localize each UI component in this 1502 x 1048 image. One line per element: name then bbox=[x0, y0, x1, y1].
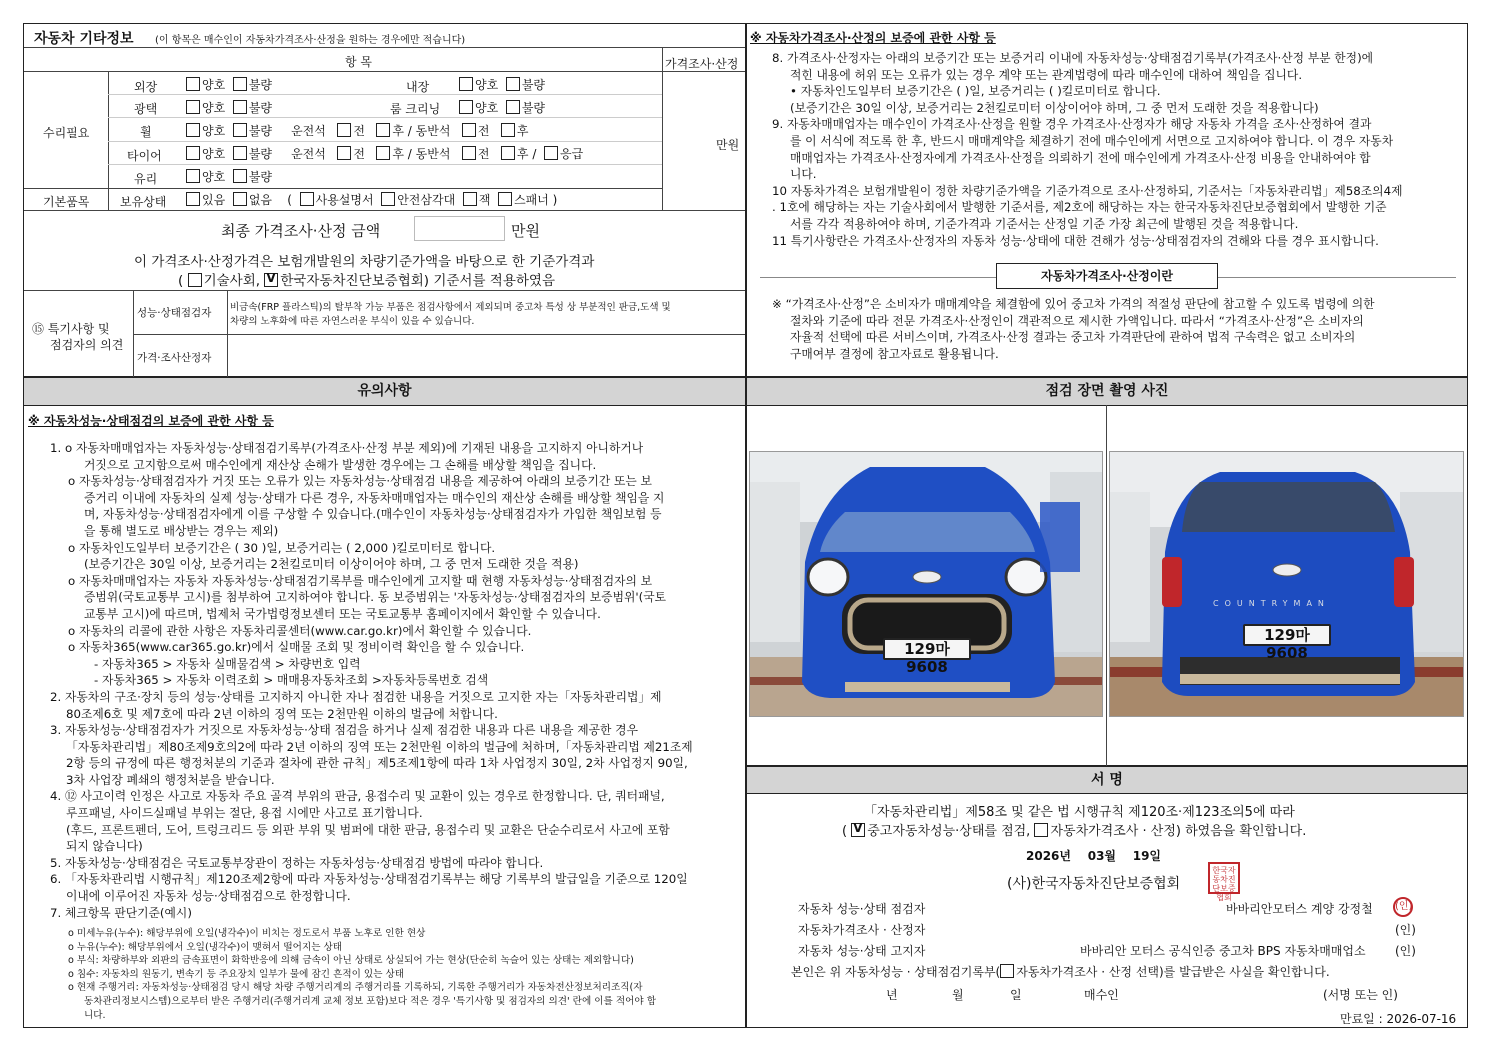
gloss-options: 양호 불량 bbox=[186, 99, 272, 116]
perf-inspector-note-2: 차량의 노후화에 따른 자연스러운 부식이 있을 수 있습니다. bbox=[230, 316, 475, 327]
notes-list: 1. o 자동차매매업자는 자동차성능·상태점검기록부(가격조사·산정 부분 제외)에 기재된 내용을 고지하지 아니하거나 거짓으로 고지함으로써 매수인에게 재산상 손해가 발생한 경우에는 그 손해를 배상할 책임을 집니다. o 자동차성능·상태점검자가 거짓 또는 오류가 있는 자동차성능·상태점검 내용을 제공하여 아래의 보증기간 또는 보 증거리 이내에 자동차의 실제 성능·상태가 다른 경우, 자동차매매업자는 매수인의 재산상 손해를 배상할 책임을 지 며, 자동차성능·상태점검자에게 이를 구상할 수 있습니다.(매수인이 자동차성능·상태점검자가 가입한 책임보험 등 을 통해 별도로 배상받는 경우는 제외) o 자동차인도일부터 보증기간은 ( 30 )일, 보증거리는 ( 2,000 )킬로미터로 합니다. (보증기간은 30일 이상, 보증거리는 2천킬로미터 이상이어야 하며, 그 중 먼저 도래한 것을 적용) o 자동차매매업자는 자동차 자동차성능·상태점검기록부를 매수인에게 고지할 때 현행 자동차성능·상태점검자의 보 증범위(국토교통부 고시)를 첨부하여 고지하여야 합니다. 동 보증범위는 '자동차성능·상태점검자의 보증범위'(국토 교통부 고시)에 따르며, 법제처 국가법령정보센터 또는 국토교통부 홈페이지에서 확인할 수 있습니다. o 자동차의 리콜에 관한 사항은 자동차리콜센터(www.car.go.kr)에서 확인할 수 있습니다. o 자동차365(www.car365.go.kr)에서 실매물 조회 및 정비이력 확인을 할 수 있습니다. - 자동차365 > 자동차 실매물검색 > 차량번호 입력 - 자동차365 > 자동차 이력조회 > 매매용자동차조회 >자동차등록번호 검색 2. 자동차의 구조·장치 등의 성능·상태를 고지하지 아니한 자나 점검한 내용을 거짓으로 고지한 자는「자동차관리법」제 80조제6호 및 제7호에 따라 2년 이하의 징역 또는 2천만원 이하의 벌금에 처합니다. 3. 자동차성능·상태점검자가 거짓으로 자동차성능·상태 점검을 하거나 실제 점검한 내용과 다른 내용을 제공한 경우 「자동차관리법」제80조제9호의2에 따라 2년 이하의 징역 또는 2천만원 이하의 벌금에 처하며,「자동차관리법 제21조제 2항 등의 규정에 따른 행정처분의 기준과 절차에 관한 규칙」제5조제1항에 따라 1차 사업정지 30일, 2차 사업정지 90일, 3차 사업장 폐쇄의 행정처분을 받습니다. 4. ⑫ 사고이력 인정은 사고로 자동차 주요 골격 부위의 판금, 용접수리 및 교환이 있는 경우로 한정합니다. 단, 쿼터패널, 루프패널, 사이드실패널 부위는 절단, 용접 시에만 사고로 표기합니다. (후드, 프론트펜더, 도어, 트렁크리드 등 외판 부위 및 범퍼에 대한 판금, 용접수리 및 교환은 단순수리로서 사고에 포함 되지 않습니다) 5. 자동차성능·상태점검은 국토교통부장관이 정하는 자동차성능·상태점검 방법에 따라야 합니다. 6. 「자동차관리법 시행규칙」제120조제2항에 따라 자동차성능·상태점검기록부는 해당 기록부의 발급일을 기준으로 120일 이내에 이루어진 자동차 성능·상태점검으로 한정합니다. 7. 체크항목 판단기준(예시) bbox=[50, 441, 693, 920]
signature-header: 서 명 bbox=[746, 766, 1468, 794]
inspector-value: 바바리안모터스 계양 강정철 bbox=[1226, 902, 1373, 916]
spanner-checkbox[interactable] bbox=[498, 192, 512, 206]
wheel-good-checkbox[interactable] bbox=[186, 123, 200, 137]
col-item-header: 항 목 bbox=[345, 55, 372, 69]
wheel-options: 양호 불량 운전석 전 후 / 동반석 전 후 bbox=[186, 122, 529, 139]
special-notes-label-2: 점검자의 의견 bbox=[50, 338, 124, 352]
final-amount-field[interactable] bbox=[414, 216, 505, 241]
assessor-seal: (인) bbox=[1395, 923, 1416, 937]
vehicle-other-info-note: (이 항목은 매수인이 자동차가격조사·산정을 원하는 경우에만 적습니다) bbox=[155, 35, 466, 46]
wheel-passenger-front-checkbox[interactable] bbox=[462, 123, 476, 137]
notifier-label: 자동차 성능·상태 고지자 bbox=[798, 944, 926, 958]
tire-driver-front-checkbox[interactable] bbox=[337, 146, 351, 160]
row-label-room-clean: 룸 크리닝 bbox=[390, 102, 441, 116]
front-license-plate: 129마 9608 bbox=[883, 638, 971, 660]
row-label-tire: 타이어 bbox=[127, 149, 162, 163]
interior-bad-checkbox[interactable] bbox=[506, 77, 520, 91]
gloss-bad-checkbox[interactable] bbox=[233, 100, 247, 114]
glass-bad-checkbox[interactable] bbox=[233, 169, 247, 183]
hold-none-checkbox[interactable] bbox=[233, 192, 247, 206]
glass-good-checkbox[interactable] bbox=[186, 169, 200, 183]
wheel-bad-checkbox[interactable] bbox=[233, 123, 247, 137]
basis-line-1: 이 가격조사·산정가격은 보험개발원의 차량기준가액을 바탕으로 한 기준가격과 bbox=[134, 254, 595, 270]
tire-passenger-rear-checkbox[interactable] bbox=[501, 146, 515, 160]
interior-good-checkbox[interactable] bbox=[459, 77, 473, 91]
vehicle-other-info-title: 자동차 기타정보 bbox=[34, 31, 134, 47]
buyer-sign-field[interactable]: (서명 또는 인) bbox=[1323, 988, 1398, 1002]
hold-has-checkbox[interactable] bbox=[186, 192, 200, 206]
repair-needed-label: 수리필요 bbox=[43, 126, 90, 140]
row-label-hold-status: 보유상태 bbox=[120, 195, 167, 209]
final-amount-label: 최종 가격조사·산정 금액 bbox=[221, 222, 381, 240]
buyer-date-day: 일 bbox=[1010, 988, 1022, 1002]
col-price-header: 가격조사·산정 bbox=[665, 57, 739, 71]
manual-checkbox[interactable] bbox=[300, 192, 314, 206]
hold-status-options: 있음 없음 ( 사용설명서 안전삼각대 잭 스패너 ) bbox=[186, 191, 557, 208]
used-car-inspection-checkbox[interactable] bbox=[851, 823, 865, 837]
buyer-date-month: 월 bbox=[952, 988, 964, 1002]
notes-title: ※ 자동차성능·상태점검의 보증에 관한 사항 등 bbox=[28, 414, 274, 428]
rear-model-badge: COUNTRYMAN bbox=[1213, 599, 1330, 608]
kaia-checkbox[interactable] bbox=[264, 273, 278, 287]
buyer-price-checkbox[interactable] bbox=[1000, 964, 1014, 978]
triangle-checkbox[interactable] bbox=[381, 192, 395, 206]
price-definition-box-title: 자동차가격조사·산정이란 bbox=[996, 263, 1218, 289]
price-definition-text: ※ “가격조사·산정”은 소비자가 매매계약을 체결함에 있어 중고차 가격의 적절성 판단에 참고할 수 있도록 법령에 의한 절차와 기준에 따라 전문 가격조사·산정인이 객관적으로 제시한 가액입니다. 따라서 “가격조사·산정”은 소비자의 자율적 선택에 따른 서비스이며, 가격조사·산정 결과는 중고차 가격판단에 관하여 법적 구속력은 없고 소비자의 구매여부 결정에 참고자료로 활용됩니다. bbox=[772, 297, 1375, 361]
price-unit-label: 만원 bbox=[716, 138, 740, 152]
buyer-confirm-line: 본인은 위 자동차성능 · 상태점검기록부( 자동차가격조사 · 산정 선택)를 발급받은 사실을 확인합니다. bbox=[791, 965, 1330, 979]
final-amount-unit: 만원 bbox=[511, 222, 540, 240]
notifier-seal: (인) bbox=[1395, 944, 1416, 958]
front-car-photo bbox=[749, 451, 1103, 717]
buyer-date-year: 년 bbox=[886, 988, 898, 1002]
exterior-options: 양호 불량 bbox=[186, 76, 272, 93]
basis-line-2: ( 기술사회, V 한국자동차진단보증협회) 기준서를 적용하였음 bbox=[178, 269, 555, 289]
row-label-exterior: 외장 bbox=[134, 80, 158, 94]
tire-emergency-checkbox[interactable] bbox=[544, 146, 558, 160]
glass-options: 양호 불량 bbox=[186, 168, 272, 185]
row-label-interior: 내장 bbox=[406, 80, 430, 94]
room-clean-bad-checkbox[interactable] bbox=[506, 100, 520, 114]
exterior-good-checkbox[interactable] bbox=[186, 77, 200, 91]
interior-options: 양호 불량 bbox=[459, 76, 545, 93]
tire-driver-rear-checkbox[interactable] bbox=[376, 146, 390, 160]
tech-society-checkbox[interactable] bbox=[188, 273, 202, 287]
basic-items-label: 기본품목 bbox=[43, 195, 90, 209]
room-clean-good-checkbox[interactable] bbox=[459, 100, 473, 114]
jack-checkbox[interactable] bbox=[463, 192, 477, 206]
tire-bad-checkbox[interactable] bbox=[233, 146, 247, 160]
row-label-glass: 유리 bbox=[134, 172, 158, 186]
wheel-passenger-rear-checkbox[interactable] bbox=[501, 123, 515, 137]
tire-passenger-front-checkbox[interactable] bbox=[462, 146, 476, 160]
expiry-date: 만료일 : 2026-07-16 bbox=[1340, 1012, 1457, 1026]
exterior-bad-checkbox[interactable] bbox=[233, 77, 247, 91]
room-clean-options: 양호 불량 bbox=[459, 99, 545, 116]
org-seal-stamp: 한국자동차진단보증협회 bbox=[1208, 862, 1240, 894]
signature-date: 2026년 03월 19일 bbox=[1026, 849, 1162, 863]
buyer-label: 매수인 bbox=[1084, 988, 1119, 1002]
price-assessment-checkbox[interactable] bbox=[1034, 823, 1048, 837]
assessor-label: 자동차가격조사 · 산정자 bbox=[798, 923, 926, 937]
rear-car-photo bbox=[1109, 451, 1464, 717]
gloss-good-checkbox[interactable] bbox=[186, 100, 200, 114]
inspector-label: 자동차 성능·상태 점검자 bbox=[798, 902, 926, 916]
wheel-driver-front-checkbox[interactable] bbox=[337, 123, 351, 137]
inspector-seal: (인) bbox=[1393, 897, 1413, 917]
photos-header: 점검 장면 촬영 사진 bbox=[746, 377, 1468, 406]
wheel-driver-rear-checkbox[interactable] bbox=[376, 123, 390, 137]
row-label-gloss: 광택 bbox=[134, 102, 158, 116]
signature-org: (사)한국자동차진단보증협회 bbox=[1007, 876, 1181, 892]
price-guarantee-title: ※ 자동차가격조사·산정의 보증에 관한 사항 등 bbox=[750, 31, 996, 45]
perf-inspector-label: 성능·상태점검자 bbox=[137, 307, 212, 319]
tire-good-checkbox[interactable] bbox=[186, 146, 200, 160]
signature-confirm-line: ( V 중고자동차성능·상태를 점검, 자동차가격조사 · 산정) 하였음을 확인합니다. bbox=[842, 820, 1306, 839]
perf-inspector-note-1: 비금속(FRP 플라스틱)의 탈부착 가능 부품은 점검사항에서 제외되며 중고차 특성 상 부분적인 판금,도색 및 bbox=[230, 302, 671, 313]
notes-header: 유의사항 bbox=[23, 377, 746, 406]
criteria-list: o 미세누유(누수): 해당부위에 오일(냉각수)이 비치는 정도로서 부품 노후로 인한 현상 o 누유(누수): 해당부위에서 오일(냉각수)이 맺혀서 떨어지는 상태 o 부식: 차량하부와 외판의 금속표면이 화학반응에 의해 금속이 아닌 상태로 상실되어 가는 현상(단순히 녹슬어 있는 상태는 제외합니다) o 침수: 자동차의 원동기, 변속기 등 주요장치 일부가 물에 잠긴 흔적이 있는 상태 o 현재 주행거리: 자동차성능·상태점검 당시 해당 차량 주행거리계의 주행거리를 기록하되, 기록한 주행거리가 자동차전산정보처리조직(자 동차관리정보시스템)으로부터 받은 주행거리(주행거리계 교체 정보 포함)보다 적은 경우 '특기사항 및 점검자의 의견' 란에 이를 적어야 합 니다. bbox=[68, 928, 656, 1021]
rear-license-plate: 129마 9608 bbox=[1243, 624, 1331, 646]
row-label-wheel: 휠 bbox=[140, 125, 152, 139]
signature-law-line: 「자동차관리법」제58조 및 같은 법 시행규칙 제120조·제123조의5에 따라 bbox=[864, 805, 1295, 820]
special-notes-label-1: ⑮ 특기사항 및 bbox=[32, 322, 110, 336]
price-assessor-label: 가격·조사산정자 bbox=[137, 352, 212, 364]
notifier-value: 바바리안 모터스 공식인증 중고차 BPS 자동차매매업소 bbox=[1080, 944, 1366, 958]
tire-options: 양호 불량 운전석 전 후 / 동반석 전 후 / 응급 bbox=[186, 145, 583, 162]
price-guarantee-items: 8. 가격조사·산정자는 아래의 보증기간 또는 보증거리 이내에 자동차성능·상태점검기록부(가격조사·산정 부분 한정)에 적힌 내용에 허위 또는 오류가 있는 경우 계약 또는 관계법령에 따라 매수인에 대하여 책임을 집니다. • 자동차인도일부터 보증기간은 ( )일, 보증거리는 ( )킬로미터로 합니다. (보증기간은 30일 이상, 보증거리는 2천킬로미터 이상이어야 하며, 그 중 먼저 도래한 것을 적용합니다) 9. 자동차매매업자는 매수인이 가격조사·산정을 원할 경우 가격조사·산정자가 해당 자동차 가격을 조사·산정하여 결과 를 이 서식에 적도록 한 후, 반드시 매매계약을 체결하기 전에 매수인에게 서면으로 고지하여야 합니다. 이 경우 자동차 매매업자는 가격조사·산정자에게 가격조사·산정을 의뢰하기 전에 매수인에게 가격조사·산정 비용을 안내하여야 합 니다. 10 자동차가격은 보험개발원이 정한 차량기준가액을 기준가격으로 조사·산정하되, 기준서는「자동차관리법」제58조의4제 . 1호에 해당하는 자는 기술사회에서 발행한 기준서를, 제2호에 해당하는 자는 한국자동차진단보증협회에서 발행한 기준 서를 각각 적용하여야 하며, 기준가격과 기준서는 산정일 기준 가장 최근에 발행된 것을 적용합니다. 11 특기사항란은 가격조사·산정자의 자동차 성능·상태에 대한 견해가 성능·상태점검자의 견해와 다를 경우 표시합니다. bbox=[772, 51, 1403, 248]
